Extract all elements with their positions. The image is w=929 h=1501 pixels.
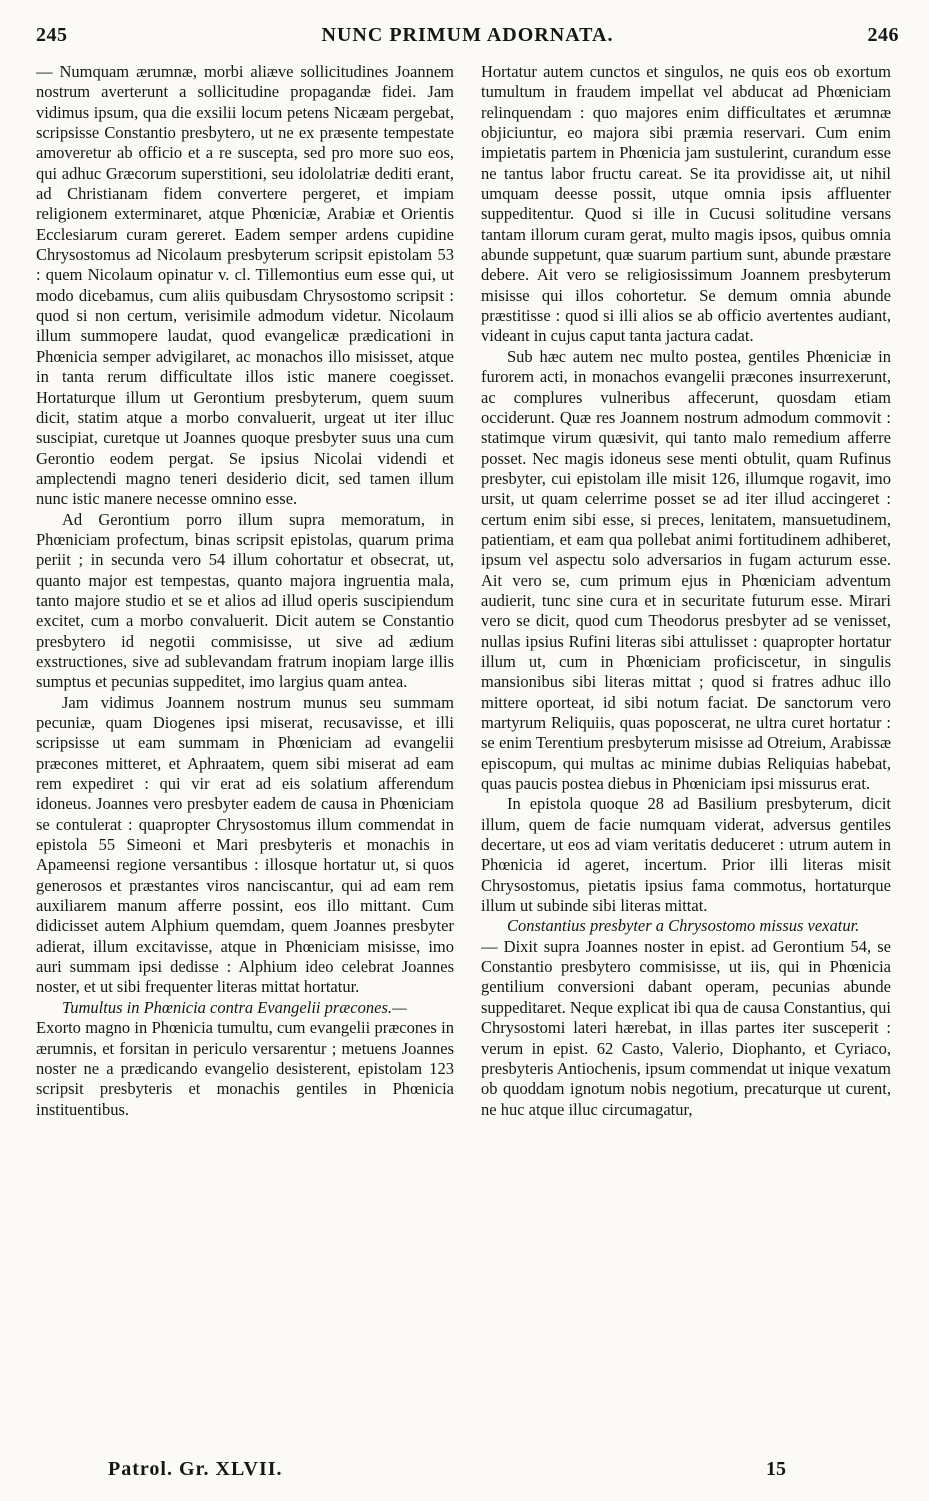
section-heading: Tumultus in Phœnicia contra Evangelii præcones.—: [62, 997, 407, 1017]
volume-signature: Patrol. Gr. XLVII.: [108, 1458, 283, 1480]
paragraph: — Numquam ærumnæ, morbi aliæve sollicitudines Joannem nostrum averterunt a sollicitudine propagandæ fidei. Jam vidimus ipsum, qua die exsilii locum petens Nicæam pergebat, scripsisse Constantio presbytero, ut ne ex præsente tempestate amoveretur ab officio et a re suscepta, sed pro more suo eos, qui adhuc Græcorum superstitioni, seu idololatriæ dediti erant, ad Christianam fidem convertere pergeret, et impiam religionem exterminaret, atque Phœniciæ, Arabiæ et Orientis Ecclesiarum curam gereret. Eadem semper ardens cupidine Chrysostomus ad Nicolaum presbyterum scripsit epistolam 53 : quem Nicolaum opinatur v. cl. Tillemontius eum esse qui, ut modo dicebamus, cum aliis quibusdam Chrysostomo scripsit : quod si non certum, verisimile admodum videtur. Nicolaum illum summopere laudat, quod evangelicæ prædicationi in Phœnicia semper advigilaret, ac monachos illo misisset, atque in tanta rerum difficultate illos istic manere coegisset. Hortaturque illum ut Gerontium presbyterum, quem suum dicit, statim atque a morbo convaluerit, urgeat ut iter illuc suscipiat, curetque ut Joannes quoque presbyter suus una cum Gerontio eodem pergat. Se ipsius Nicolai videndi et amplectendi magno teneri desiderio dicit, sed tamen illum nunc istic manere necesse omnino esse.: [36, 62, 454, 509]
running-header: [36, 24, 899, 54]
page-footer: [36, 1458, 899, 1488]
page-number-left: 245: [36, 24, 68, 46]
paragraph: Hortatur autem cunctos et singulos, ne quis eos ob exortum tumultum in fraudem impellat vel abducat ad Phœniciam relinquendam : quo majores enim difficultates et ærumnæ objiciuntur, eo majora sibi præmia reservari. Cum enim impietatis partem in Phœnicia jam sustulerint, curandum esse ne tantus labor fructu careat. Se ita providisse ait, ut nihil umquam deesse possit, utque omnia ipsis affluenter suppeditentur. Quod si ille in Cucusi solitudine versans tantam illorum curam gerat, multo magis ipsos, quibus omnia abunde suppetunt, quæ suarum partium sunt, abunde præstare debere. Ait vero se religiosissimum Joannem presbyterum misisse qui illos cohortetur. Se demum omnia abunde præstitisse : quod si illi alios se ab officio avertentes audiant, videant in cujus caput tanta jactura cadat.: [481, 62, 891, 346]
paragraph: In epistola quoque 28 ad Basilium presbyterum, dicit illum, quem de facie numquam viderat, adversus gentiles decertare, ut eos ad viam veritatis deduceret : utrum autem in Phœnicia id ageret, incertum. Prior illi literas misit Chrysostomus, pietatis ipsius fama commotus, hortaturque illum ut subinde sibi literas mittat.: [481, 794, 891, 916]
paragraph: Exorto magno in Phœnicia tumultu, cum evangelii præcones in ærumnis, et forsitan in periculo versarentur ; metuens Joannes noster ne a prædicando evangelio desisterent, epistolam 123 scripsit presbyteris et monachis gentiles in Phœnicia instituentibus.: [36, 1018, 454, 1119]
section-heading: Constantius presbyter a Chrysostomo missus vexatur.: [507, 916, 860, 936]
left-column: [36, 62, 454, 1442]
right-column: [481, 62, 891, 1442]
paragraph: — Dixit supra Joannes noster in epist. ad Gerontium 54, se Constantio presbytero commisisse, ut iis, qui in Phœnicia gentilium conversioni dabant operam, pecunias abunde suppeditaret. Neque explicat ibi qua de causa Constantius, qui Chrysostomi lateri hærebat, in illas partes iter susceperit : verum in epist. 62 Casto, Valerio, Diophanto, et Cyriaco, presbyteris Antiochenis, ipsum commendat ut inique vexatum ob quoddam ignotum nobis negotium, precaturque ut curent, ne huc atque illuc circumagatur,: [481, 936, 891, 1119]
running-title: NUNC PRIMUM ADORNATA.: [321, 24, 614, 46]
paragraph: Ad Gerontium porro illum supra memoratum, in Phœniciam profectum, binas scripsit epistolas, quarum prima periit ; in secunda vero 54 illum cohortatur et obsecrat, ut, quanto major est tempestas, quanto majora ingruentia mala, tanto majore studio et se et alios ad illud operis suscipiendum excitet, cum a morbo convaluerit. Dicit autem se Constantio presbytero id negotii commisisse, ut sive ad ædium exstructiones, sive ad sublevandam fratrum inopiam large illis sumptus et pecunias suppeditet, imo largius quam antea.: [36, 509, 454, 692]
paragraph: Jam vidimus Joannem nostrum munus seu summam pecuniæ, quam Diogenes ipsi miserat, recusavisse, et illi scripsisse ut eam summam in Phœniciam ad evangelii præcones mitteret, et Aphraatem, quem sibi miserat ad eam rem expediret : qui vir erat ad eis solatium afferendum idoneus. Joannes vero presbyter eadem de causa in Phœniciam se contulerat : quapropter Chrysostomus illum commendat in epistola 55 Simeoni et Mari presbyteris et monachis in Apameensi regione versantibus : illosque hortatur ut, si quos generosos et præstantes viros nanciscantur, qui ad eam rem auxiliarem manum afferre possint, eos illo mittant. Cum didicisset autem Alphium quemdam, quem Joannes presbyter adierat, illum excitavisse, atque in Phœniciam misisse, imo auri summam ipsi dedisse : Alphium ideo celebrat Joannes noster, et ut sibi frequenter literas mittat hortatur.: [36, 692, 454, 997]
page-number-right: 246: [867, 24, 899, 46]
paragraph: Sub hæc autem nec multo postea, gentiles Phœniciæ in furorem acti, in monachos evangelii præcones insurrexerunt, ac complures vulneribus affecerunt, quosdam etiam occiderunt. Quæ res Joannem nostrum admodum commovit : statimque virum quæsivit, qui tanto malo remedium afferre posset. Nec magis idoneus sese menti obtulit, quam Rufinus presbyter, cui epistolam ille misit 126, illumque rogavit, imo ursit, ut quam celerrime posset se ad iter illud accingeret : certum enim sibi esse, si preces, lenitatem, mansuetudinem, patientiam, et eam qua pollebat animi fortitudinem adhiberet, ipsum vel aspectu solo adversarios in fugam acturum esse. Ait vero se, cum primum ejus in Phœniciam adventum audierit, tunc sine cura et in securitate futurum esse. Mirari vero se dicit, quod cum Theodorus presbyter ad se venisset, nullas ipsius Rufini literas sibi attulisset : quapropter hortatur illum ut, cum in Phœniciam proficiscetur, in singulis mansionibus sibi literas mittat ; quod si fratres adhuc illo mittere oporteat, id sibi notum faciat. De sanctorum vero martyrum Reliquiis, quas poposcerat, ne ultra curet hortatur : se enim Terentium presbyterum misisse ad Otreium, Arabissæ episcopum, qui multas ac minime dubias Reliquias habebat, quas paucis postea diebus in Phœniciam ipsi missurus erat.: [481, 346, 891, 794]
sheet-number: 15: [766, 1458, 786, 1480]
